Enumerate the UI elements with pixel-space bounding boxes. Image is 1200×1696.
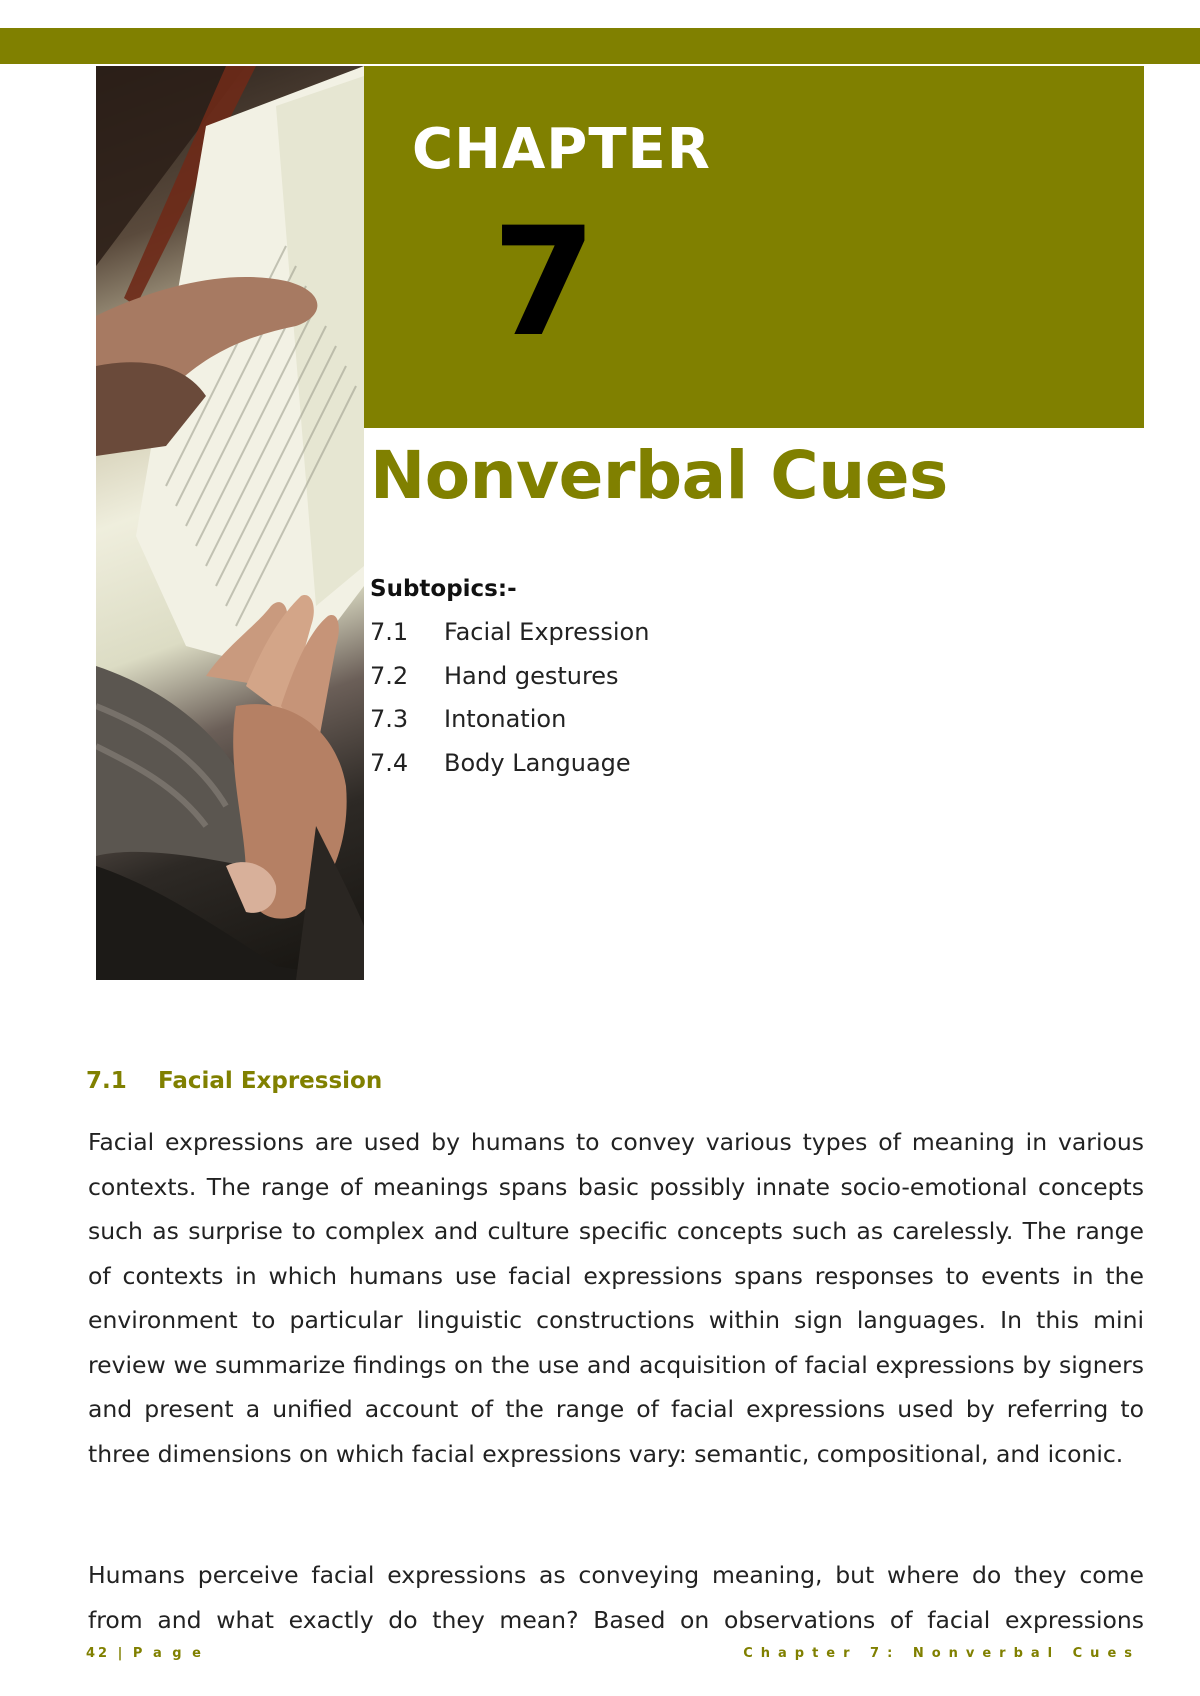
- section-heading: [86, 1066, 382, 1096]
- subtopic-number: 7.4: [370, 749, 409, 777]
- chapter-title: Nonverbal Cues: [370, 437, 948, 514]
- chapter-label: CHAPTER: [412, 117, 711, 182]
- section-title: Facial Expression: [158, 1068, 383, 1094]
- subtopic-label: Hand gestures: [444, 662, 619, 690]
- page-number: 42 | P a g e: [86, 1646, 204, 1661]
- body-paragraph: Humans perceive facial expressions as conveying meaning, but where do they come from and what exactly do they mean? Based on observations of facial expressions: [88, 1561, 1144, 1634]
- subtopics-heading: Subtopics:-: [370, 576, 517, 602]
- body-paragraph: Facial expressions are used by humans to convey various types of meaning in various contexts. The range of meanings spans basic possibly innate socio-emotional concepts such as surprise to complex and culture specific concepts such as carelessly. The range of contexts in which humans use facial expressions spans responses to events in the environment to particular linguistic constructions within sign languages. In this mini review we summarize findings on the use and acquisition of facial expressions by signers and present a unified account of the range of facial expressions used by referring to three dimensions on which facial expressions vary: semantic, compositional, and iconic.: [88, 1128, 1144, 1468]
- subtopic-number: 7.2: [370, 662, 409, 690]
- section-number: 7.1: [86, 1068, 127, 1094]
- subtopic-number: 7.3: [370, 705, 409, 733]
- subtopic-item: [370, 661, 619, 691]
- top-accent-bar: [0, 28, 1200, 64]
- subtopic-label: Facial Expression: [444, 618, 650, 646]
- subtopic-item: [370, 617, 649, 647]
- chapter-photo: [96, 66, 364, 980]
- subtopic-label: Body Language: [444, 749, 631, 777]
- subtopic-item: [370, 748, 631, 778]
- subtopic-number: 7.1: [370, 618, 409, 646]
- subtopic-item: [370, 704, 566, 734]
- chapter-number: 7: [492, 196, 597, 370]
- hands-reading-book-photo: [96, 66, 364, 980]
- running-title: Chapter 7: Nonverbal Cues: [743, 1646, 1140, 1661]
- subtopic-label: Intonation: [444, 705, 567, 733]
